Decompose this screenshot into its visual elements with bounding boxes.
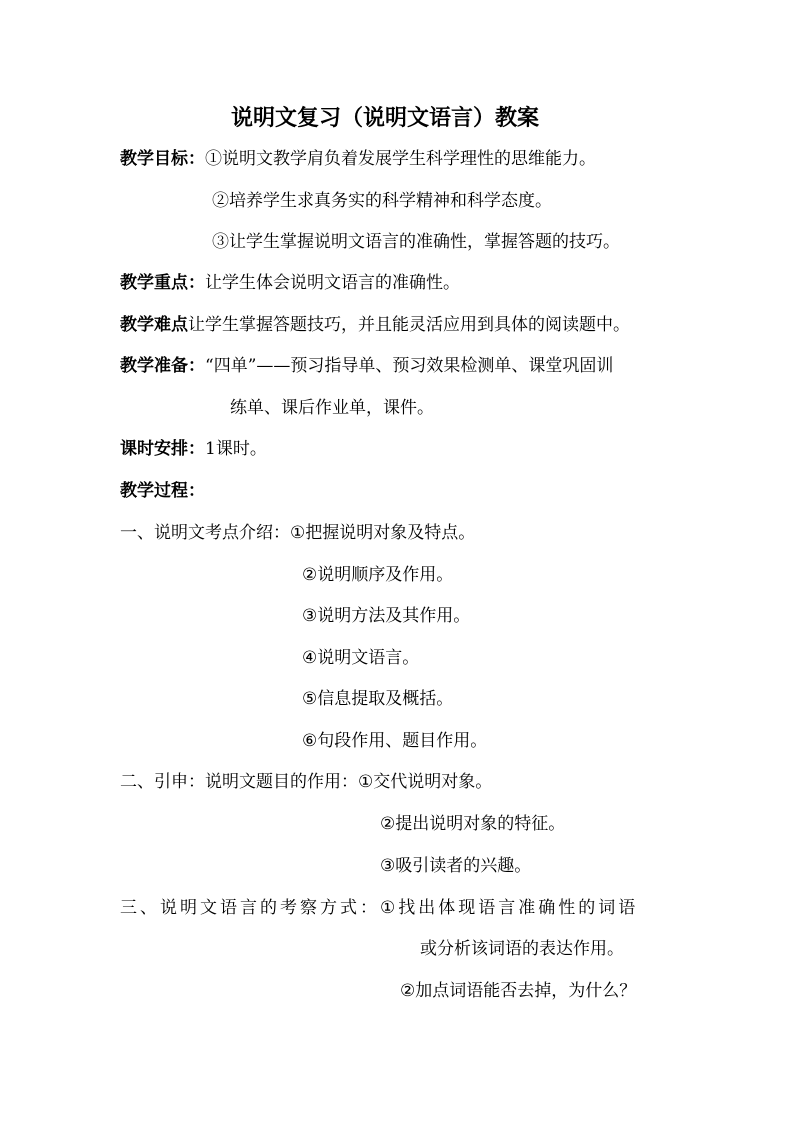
- preparation-text-2: 练单、课后作业单，课件。: [230, 398, 434, 418]
- schedule-line: [120, 438, 267, 460]
- section2-item-3: ③吸引读者的兴趣。: [380, 856, 532, 876]
- section2-item-2: ②提出说明对象的特征。: [380, 814, 566, 834]
- preparation-label: 教学准备：: [120, 356, 205, 376]
- goals-label: 教学目标：: [120, 149, 205, 169]
- goal-item-1: ①说明文教学肩负着发展学生科学理性的思维能力。: [205, 149, 596, 169]
- key-point-line: [120, 272, 460, 294]
- section1-item-4: ④说明文语言。: [302, 648, 420, 668]
- preparation-line-1: [120, 355, 613, 377]
- page-title: 说明文复习（说明文语言）教案: [230, 105, 539, 131]
- section3-cont: 或分析该词语的表达作用。: [420, 939, 624, 959]
- process-label: 教学过程：: [120, 481, 205, 501]
- difficulty-line: [120, 314, 630, 336]
- key-point-label: 教学重点：: [120, 273, 205, 293]
- difficulty-text: 让学生掌握答题技巧，并且能灵活应用到具体的阅读题中。: [188, 315, 630, 335]
- section1-item-3: ③说明方法及其作用。: [302, 606, 471, 626]
- section1-item-2: ②说明顺序及作用。: [302, 565, 454, 585]
- section3-head: 三、说明文语言的考察方式：①找出体现语言准确性的词语: [120, 898, 639, 918]
- schedule-label: 课时安排：: [120, 439, 205, 459]
- section1-item-5: ⑤信息提取及概括。: [302, 689, 454, 709]
- difficulty-label: 教学难点: [120, 315, 188, 335]
- schedule-text: 1课时。: [205, 439, 267, 459]
- section1-head: 一、说明文考点介绍：①把握说明对象及特点。: [120, 523, 476, 543]
- section1-item-6: ⑥句段作用、题目作用。: [302, 731, 488, 751]
- goal-item-3: ③让学生掌握说明文语言的准确性，掌握答题的技巧。: [212, 232, 620, 252]
- goals-line-1: [120, 148, 596, 170]
- section3-item-2: ②加点词语能否去掉，为什么？: [400, 981, 637, 1001]
- key-point-text: 让学生体会说明文语言的准确性。: [205, 273, 460, 293]
- goal-item-2: ②培养学生求真务实的科学精神和科学态度。: [212, 191, 552, 211]
- preparation-text-1: “四单”——预习指导单、预习效果检测单、课堂巩固训: [205, 356, 614, 376]
- section2-head: 二、引申：说明文题目的作用：①交代说明对象。: [120, 772, 493, 792]
